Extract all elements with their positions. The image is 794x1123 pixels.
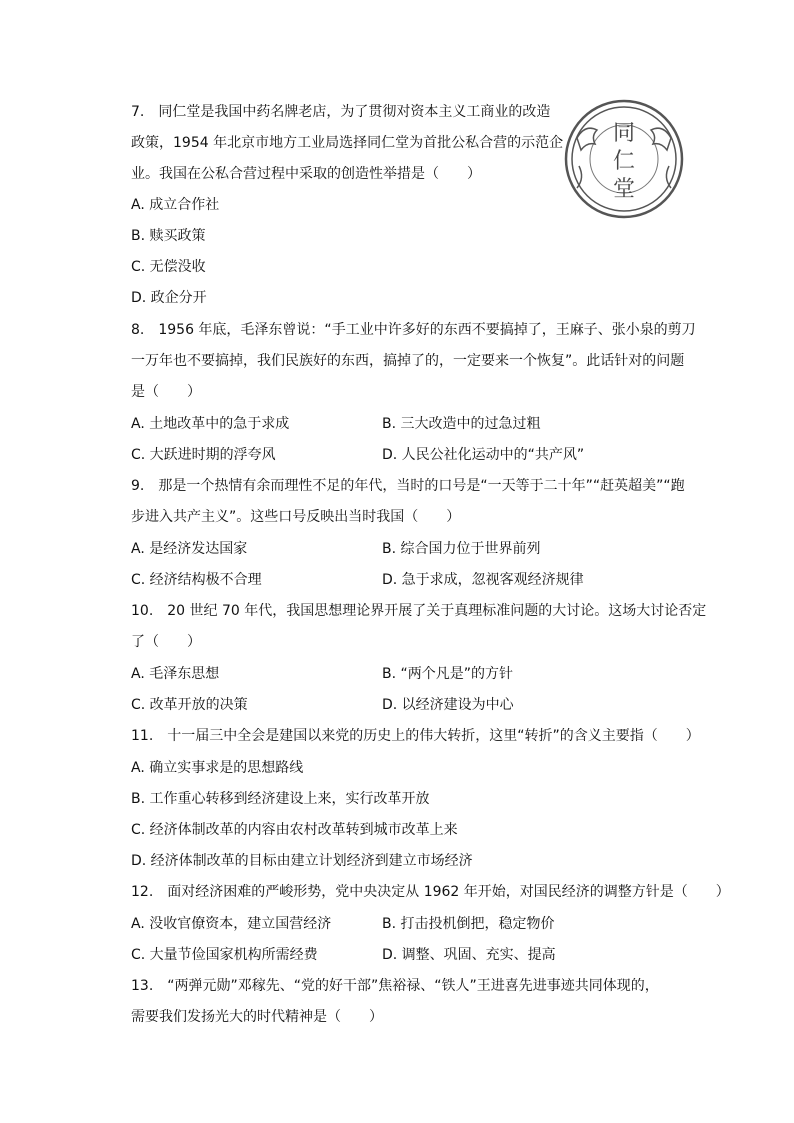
q7-option-d: D. 政企分开: [131, 290, 207, 306]
q11-option-d: D. 经济体制改革的目标由建立计划经济到建立市场经济: [131, 853, 473, 869]
q7-option-a: A. 成立合作社: [131, 197, 220, 213]
q9-option-b: B. 综合国力位于世界前列: [382, 541, 541, 557]
q12-option-b: B. 打击投机倒把，稳定物价: [382, 916, 555, 932]
question-12-line-1: 12. 面对经济困难的严峻形势，党中央决定从 1962 年开始，对国民经济的调整方针是（ ）: [131, 884, 730, 900]
q12-option-c: C. 大量节俭国家机构所需经费: [131, 947, 318, 963]
q9-option-c: C. 经济结构极不合理: [131, 572, 262, 588]
q11-option-b: B. 工作重心转移到经济建设上来，实行改革开放: [131, 791, 430, 807]
question-7-line-2: 政策，1954 年北京市地方工业局选择同仁堂为首批公私合营的示范企: [131, 135, 564, 151]
q8-option-c: C. 大跃进时期的浮夸风: [131, 447, 276, 463]
q9-option-d: D. 急于求成，忽视客观经济规律: [382, 572, 584, 588]
q12-option-d: D. 调整、巩固、充实、提高: [382, 947, 556, 963]
q11-option-a: A. 确立实事求是的思想路线: [131, 760, 304, 776]
question-13-line-1: 13. “两弹元勋”邓稼先、“党的好干部”焦裕禄、“铁人”王进喜先进事迹共同体现的，: [131, 978, 659, 994]
q10-option-d: D. 以经济建设为中心: [382, 697, 514, 713]
question-9-line-2: 步进入共产主义”。这些口号反映出当时我国（ ）: [131, 509, 461, 525]
question-8-line-3: 是（ ）: [131, 384, 201, 400]
question-8-line-2: 一万年也不要搞掉，我们民族好的东西，搞掉了的，一定要来一个恢复”。此话针对的问题: [131, 353, 685, 369]
seal-char-2: 仁: [612, 149, 636, 174]
q9-option-a: A. 是经济发达国家: [131, 541, 248, 557]
question-13-line-2: 需要我们发扬光大的时代精神是（ ）: [131, 1009, 383, 1025]
q7-option-c: C. 无偿没收: [131, 259, 206, 275]
tongrentang-seal-image: [563, 98, 685, 220]
question-8-line-1: 8. 1956 年底，毛泽东曾说：“手工业中许多好的东西不要搞掉了，王麻子、张小泉的剪刀: [131, 322, 696, 338]
q8-option-a: A. 土地改革中的急于求成: [131, 416, 290, 432]
question-7-line-1: 7. 同仁堂是我国中药名牌老店，为了贯彻对资本主义工商业的改造: [131, 104, 551, 120]
q10-option-a: A. 毛泽东思想: [131, 666, 220, 682]
q10-option-c: C. 改革开放的决策: [131, 697, 248, 713]
seal-char-1: 同: [612, 121, 636, 146]
question-10-line-2: 了（ ）: [131, 634, 201, 650]
q10-option-b: B. “两个凡是”的方针: [382, 666, 514, 682]
q8-option-d: D. 人民公社化运动中的“共产风”: [382, 447, 585, 463]
seal-char-3: 堂: [612, 177, 636, 202]
question-9-line-1: 9. 那是一个热情有余而理性不足的年代，当时的口号是“一天等于二十年”“赶英超美”“跑: [131, 478, 685, 494]
question-11-line-1: 11. 十一届三中全会是建国以来党的历史上的伟大转折，这里“转折”的含义主要指（ ）: [131, 728, 700, 744]
q12-option-a: A. 没收官僚资本，建立国营经济: [131, 916, 332, 932]
question-7-line-3: 业。我国在公私合营过程中采取的创造性举措是（ ）: [131, 166, 481, 182]
question-10-line-1: 10. 20 世纪 70 年代，我国思想理论界开展了关于真理标准问题的大讨论。这场大讨论否定: [131, 603, 707, 619]
q8-option-b: B. 三大改造中的过急过粗: [382, 416, 541, 432]
q7-option-b: B. 赎买政策: [131, 228, 206, 244]
q11-option-c: C. 经济体制改革的内容由农村改革转到城市改革上来: [131, 822, 458, 838]
